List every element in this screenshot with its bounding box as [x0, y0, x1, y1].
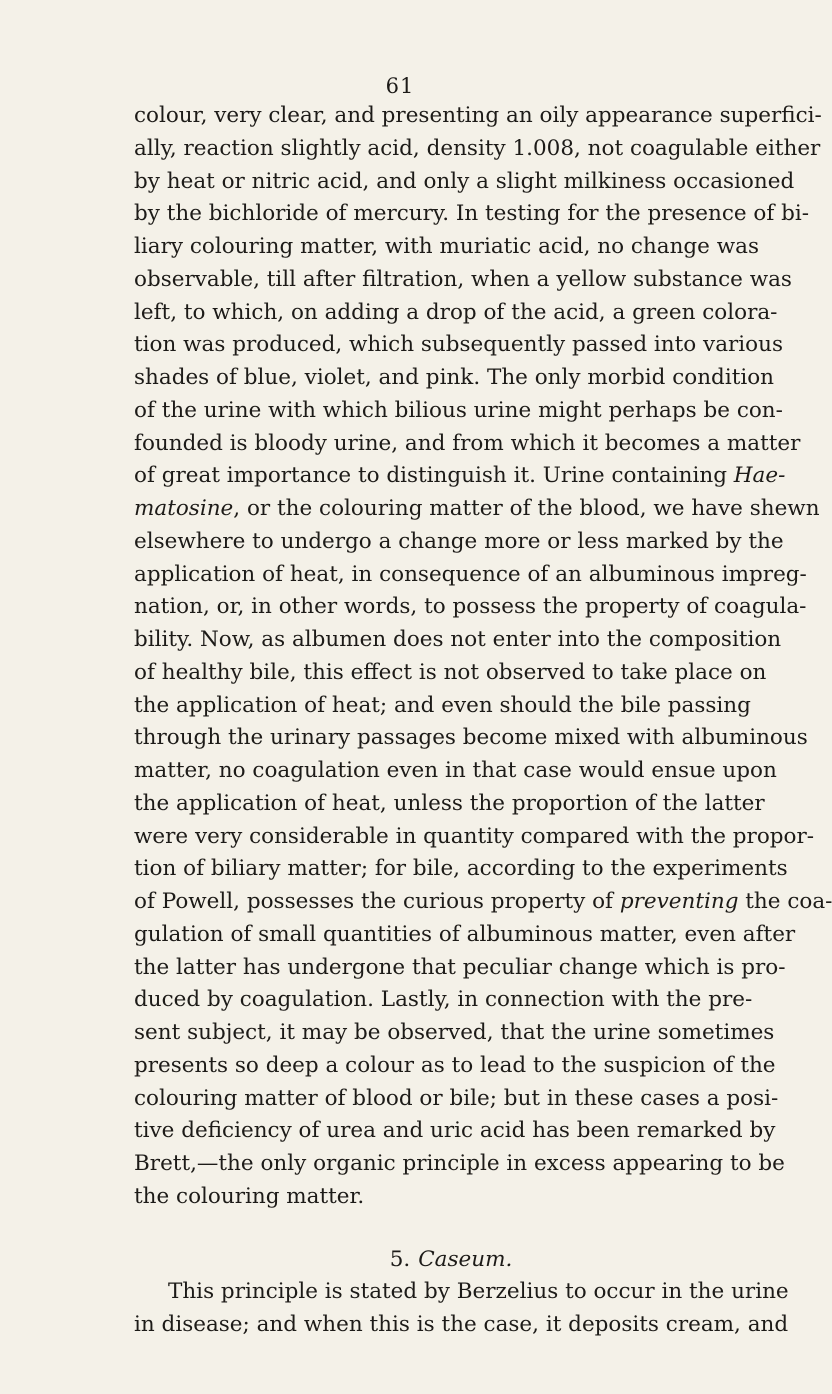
- text-line: matter, no coagulation even in that case would ensue upon: [134, 758, 777, 783]
- text-line: [134, 493, 820, 526]
- page-number: 61: [385, 74, 415, 98]
- text-line: observable, till after filtration, when a yellow substance was: [134, 266, 792, 292]
- italic-term: matosine: [134, 496, 234, 521]
- paragraph-2: [134, 1276, 789, 1342]
- text-line: of healthy bile, this effect is not observed to take place on: [134, 659, 767, 685]
- text-line: This principle is stated by Berzelius to occur in the urine: [168, 1279, 789, 1305]
- text-line: founded is bloody urine, and from which it becomes a matter: [134, 430, 801, 456]
- text-line: colour, very clear, and presenting an oily appearance superfici-: [134, 103, 822, 128]
- text-line: presents so deep a colour as to lead to the suspicion of the: [134, 1052, 776, 1078]
- text-line: tion was produced, which subsequently passed into various: [134, 332, 783, 358]
- italic-term: Hae-: [733, 463, 786, 489]
- text-line: were very considerable in quantity compared with the propor-: [134, 823, 815, 849]
- text-line: the latter has undergone that peculiar change which is pro-: [134, 954, 786, 980]
- text-line: nation, or, in other words, to possess the property of coagula-: [134, 594, 807, 620]
- text-line: tion of biliary matter; for bile, according to the experiments: [134, 856, 788, 882]
- text-line: duced by coagulation. Lastly, in connection with the pre-: [134, 987, 753, 1013]
- text-line: application of heat, in consequence of an albuminous impreg-: [134, 561, 807, 587]
- section-title: Caseum.: [418, 1246, 513, 1272]
- text-line: [134, 886, 832, 919]
- line-text: of Powell, possesses the curious property of: [134, 889, 620, 914]
- text-line: in disease; and when this is the case, it deposits cream, and: [134, 1312, 789, 1337]
- text-line: shades of blue, violet, and pink. The only morbid condition: [134, 365, 775, 390]
- section-number: 5.: [389, 1246, 411, 1272]
- text-line: by the bichloride of mercury. In testing for the presence of bi-: [134, 201, 810, 227]
- text-line: sent subject, it may be observed, that the urine sometimes: [134, 1020, 775, 1045]
- text-line: through the urinary passages become mixed with albuminous: [134, 725, 808, 751]
- text-line: elsewhere to undergo a change more or less marked by the: [134, 528, 784, 554]
- text-line: Brett,—the only organic principle in excess appearing to be: [134, 1151, 785, 1176]
- line-text: , or the colouring matter of the blood, we have shewn: [233, 496, 820, 521]
- text-line: by heat or nitric acid, and only a slight milkiness occasioned: [134, 168, 795, 194]
- paragraph-last-line: the colouring matter.: [134, 1183, 365, 1209]
- section-heading: [134, 1244, 724, 1277]
- text-line: of the urine with which bilious urine might perhaps be con-: [134, 397, 783, 423]
- text-line: bility. Now, as albumen does not enter into the composition: [134, 627, 782, 652]
- italic-term: preventing: [619, 889, 739, 914]
- paragraph-1-end: [134, 919, 796, 1181]
- paragraph-1: [134, 100, 822, 460]
- text-line: left, to which, on adding a drop of the acid, a green colora-: [134, 299, 778, 325]
- line-text: of great importance to distinguish it. Urine containing: [134, 463, 734, 489]
- text-line: [134, 460, 786, 493]
- text-line: tive deficiency of urea and uric acid has been remarked by: [134, 1118, 776, 1144]
- text-line: colouring matter of blood or bile; but in these cases a posi-: [134, 1085, 779, 1111]
- text-line: the application of heat, unless the proportion of the latter: [134, 790, 765, 816]
- text-line: gulation of small quantities of albuminous matter, even after: [134, 921, 796, 947]
- paragraph-1-continued: [134, 526, 815, 886]
- body-text: [134, 100, 832, 1342]
- line-text: the coa-: [738, 889, 832, 914]
- text-line: ally, reaction slightly acid, density 1.008, not coagulable either: [134, 135, 821, 161]
- text-line: liary colouring matter, with muriatic acid, no change was: [134, 234, 759, 259]
- text-line: the application of heat; and even should the bile passing: [134, 692, 751, 718]
